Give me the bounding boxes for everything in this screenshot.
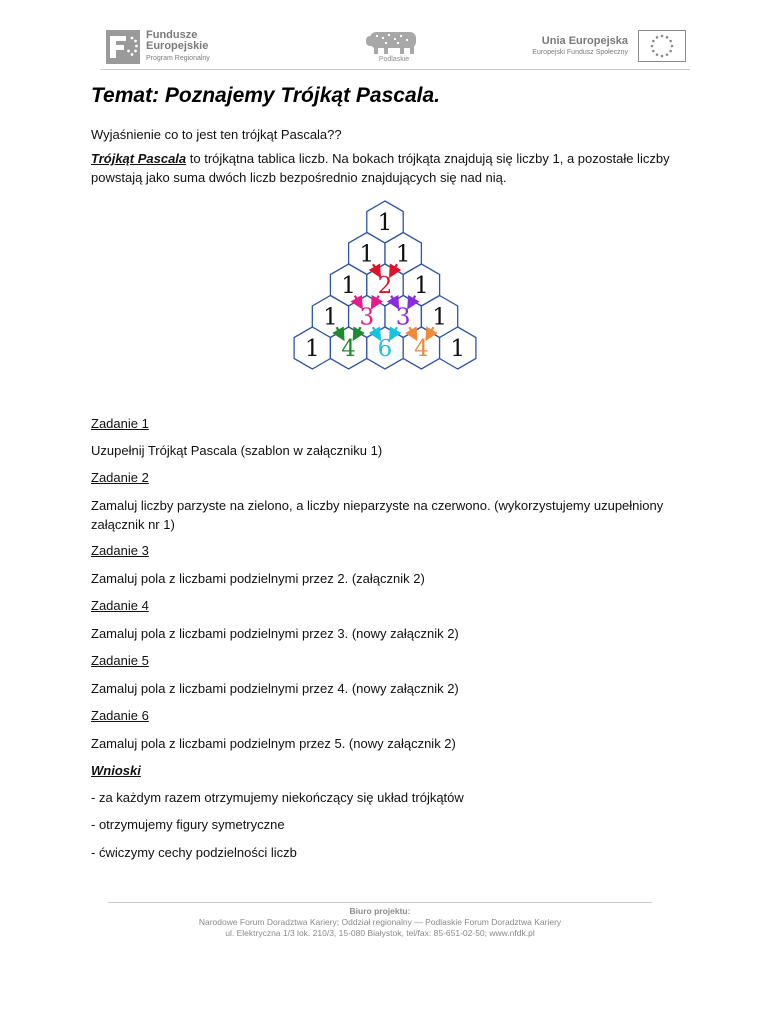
fundusze-europejskie-logo (106, 28, 226, 68)
conclusion-item: - otrzymujemy figury symetryczne (91, 817, 285, 832)
eu-star-icon (671, 45, 674, 48)
triangle-number: 6 (377, 336, 393, 362)
podlaskie-logo (358, 28, 430, 68)
ue-logo-line2: Europejski Fundusz Społeczny (532, 49, 628, 56)
task-5-heading: Zadanie 5 (91, 653, 149, 668)
definition-text: to trójkątna tablica liczb. Na bokach trójkąta znajdują się liczby 1, a pozostałe liczby powstają jako suma dwóch liczb bezpośrednio znajdujących się nad nią. (91, 151, 670, 185)
triangle-number: 1 (414, 273, 429, 299)
task-2-heading: Zadanie 2 (91, 470, 149, 485)
page-title: Temat: Poznajemy Trójkąt Pascala. (91, 84, 440, 107)
triangle-number: 1 (450, 336, 466, 362)
footer-organization: Narodowe Forum Doradztwa Kariery; Oddział regionalny — Podlaskie Forum Doradztwa Kariery (198, 917, 562, 927)
eu-star-icon (651, 45, 654, 48)
triangle-number: 4 (414, 336, 429, 362)
fe-logo-line2: Europejskie (146, 40, 209, 52)
triangle-number: 3 (395, 304, 411, 331)
conclusion-item: - ćwiczymy cechy podzielności liczb (91, 845, 297, 860)
eu-star-icon (661, 35, 664, 38)
triangle-number: 1 (432, 304, 447, 331)
eu-star-icon (669, 50, 672, 53)
pascal-triangle-figure (280, 198, 492, 398)
eu-star-icon (669, 40, 672, 43)
task-2-text: Zamaluj liczby parzyste na zielono, a liczby nieparzyste na czerwono. (wykorzystujemy uzupełniony załącznik nr 1) (91, 498, 664, 532)
fundusze-europejskie-emblem-icon (106, 30, 140, 64)
triangle-number: 1 (323, 304, 338, 331)
intro-text: Wyjaśnienie co to jest ten trójkąt Pascala?? (91, 127, 342, 142)
triangle-number: 1 (304, 336, 320, 362)
task-1-text: Uzupełnij Trójkąt Pascala (szablon w załączniku 1) (91, 443, 383, 458)
task-5-text: Zamaluj pola z liczbami podzielnymi przez 4. (nowy załącznik 2) (91, 681, 459, 696)
triangle-number: 2 (377, 273, 393, 299)
header-divider (100, 69, 690, 70)
triangle-number: 3 (359, 304, 375, 331)
fe-logo-line3: Program Regionalny (146, 55, 210, 62)
definition-paragraph (91, 149, 681, 187)
task-4-heading: Zadanie 4 (91, 598, 149, 613)
eu-star-icon (666, 36, 669, 39)
eu-flag-icon (638, 30, 686, 62)
task-3-text: Zamaluj pola z liczbami podzielnymi przez 2. (załącznik 2) (91, 571, 425, 586)
triangle-number: 1 (359, 241, 375, 268)
eu-star-icon (661, 55, 664, 58)
task-6-heading: Zadanie 6 (91, 708, 149, 723)
triangle-number: 4 (341, 336, 356, 362)
eu-star-icon (656, 36, 659, 39)
podlaskie-bison-icon (358, 28, 428, 56)
triangle-number: 1 (395, 241, 411, 268)
task-6-text: Zamaluj pola z liczbami podzielnym przez 5. (nowy załącznik 2) (91, 736, 456, 751)
task-1-heading: Zadanie 1 (91, 416, 149, 431)
triangle-number: 1 (377, 210, 393, 236)
footer-address: ul. Elektryczna 1/3 lok. 210/3, 15-080 Białystok, tel/fax: 85-651-02-50; www.nfdk.pl (225, 928, 535, 938)
podlaskie-logo-text: Podlaskie (378, 56, 410, 63)
footer-divider (108, 902, 652, 903)
definition-term: Trójkąt Pascala (91, 151, 187, 166)
eu-star-icon (666, 53, 669, 56)
conclusions-heading: Wnioski (91, 763, 141, 778)
footer-office-label: Biuro projektu: (349, 906, 411, 916)
task-4-text: Zamaluj pola z liczbami podzielnymi przez 3. (nowy załącznik 2) (91, 626, 459, 641)
task-3-heading: Zadanie 3 (91, 543, 149, 558)
conclusion-item: - za każdym razem otrzymujemy niekończący się układ trójkątów (91, 790, 464, 805)
eu-star-icon (652, 50, 655, 53)
ue-logo-line1: Unia Europejska (541, 35, 628, 47)
unia-europejska-label (510, 35, 628, 56)
eu-star-icon (656, 53, 659, 56)
triangle-number: 1 (341, 273, 356, 299)
page-footer (108, 906, 652, 939)
page-header (100, 26, 690, 70)
fe-logo-line1: Fundusze (146, 29, 198, 41)
eu-star-icon (652, 40, 655, 43)
